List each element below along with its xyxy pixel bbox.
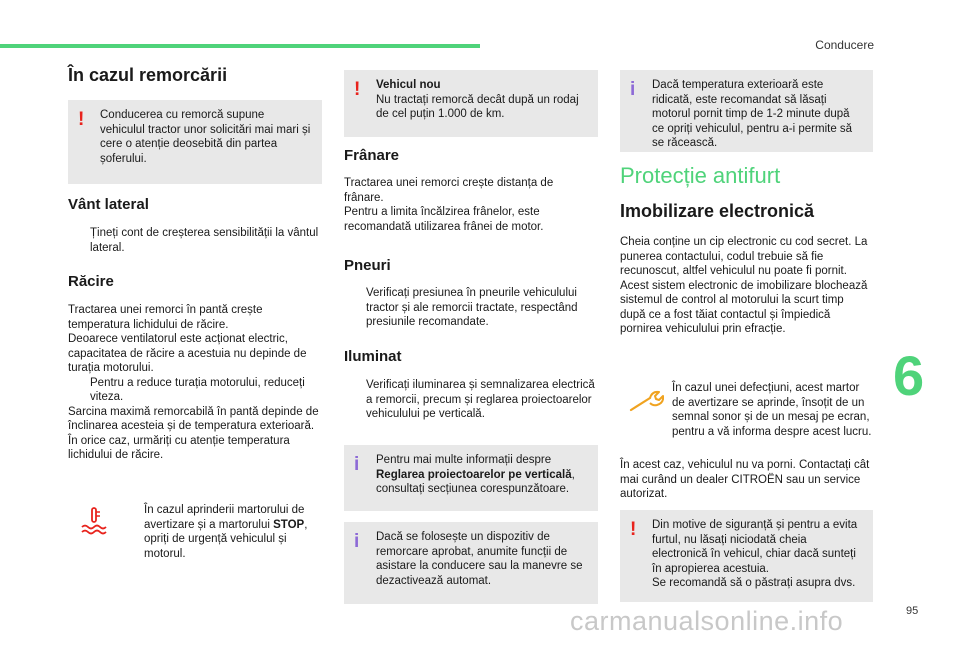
section-label: Conducere — [815, 38, 874, 52]
coolant-temperature-warning-icon — [78, 505, 110, 535]
info-box-towing-device: i Dacă se folosește un dispozitiv de remorcare aprobat, anumite funcții de asistare la conducere sau la manevre se dezactivează automat. — [344, 522, 598, 604]
section-title-antifurt: Protecție antifurt — [620, 163, 781, 188]
watermark: carmanualsonline.info — [570, 606, 844, 636]
heading-iluminat: Iluminat — [344, 348, 402, 365]
immobilizer-text: Cheia conține un cip electronic cu cod secret. La punerea contactului, codul trebuie să fie recunoscut, altfel vehiculul nu poate fi pornit. Acest sistem electronic de imobilizare blochează sistemul de control al motorului la scurt timp după ce a fost tăiat contactul și împiedică pornirea vehiculului prin efracție. — [620, 236, 868, 335]
franare-text: Tractarea unei remorci crește distanța de frânare. Pentru a limita încălzirea frânelor, este recomandată utilizarea frânei de motor. — [344, 177, 554, 233]
vant-lateral-text: Țineți cont de creșterea sensibilității la vântul lateral. — [90, 227, 319, 254]
chapter-number: 6 — [893, 344, 925, 407]
wrench-warning-icon — [628, 388, 664, 414]
subsection-title-immobilizer: Imobilizare electronică — [620, 201, 815, 221]
pneuri-text: Verificați presiunea în pneurile vehiculului tractor și ale remorcii tractate, respectând presiunile recomandate. — [366, 287, 578, 328]
heading-pneuri: Pneuri — [344, 257, 391, 274]
malfunction-text: În cazul unei defecțiuni, acest martor de avertizare se aprinde, însoțit de un semnal sonor și de un mesaj pe ecran, pentru a vă informa despre acest lucru. — [672, 382, 872, 438]
info-icon: i — [354, 531, 360, 552]
warning-box-towing — [68, 100, 322, 184]
info-icon: i — [354, 454, 360, 475]
info-icon: i — [630, 79, 636, 100]
header-accent-bar — [0, 44, 480, 48]
warning-box-key: ! Din motive de siguranță și pentru a evita furtul, nu lăsați niciodată cheia electronică în vehicul, chiar dacă sunteți în apropierea acestuia. Se recomandă să o păstrați asupra dvs. — [620, 510, 873, 602]
info-box-temperature: i Dacă temperatura exterioară este ridicată, este recomandat să lăsați motorul pornit timp de 1-2 minute după ce opriți vehiculul, pentru a-i permite să se răcească. — [620, 70, 873, 152]
warning-icon: ! — [630, 519, 637, 540]
iluminat-text: Verificați iluminarea și semnalizarea electrică a remorcii, precum și reglarea proiectoarelor vehiculului pe verticală. — [366, 379, 595, 420]
warning-box-new-vehicle: ! Vehicul nou Nu tractați remorcă decât după un rodaj de cel puțin 1.000 de km. — [344, 70, 598, 137]
page-number: 95 — [906, 605, 919, 617]
dealer-contact-text: În acest caz, vehiculul nu va porni. Contactați cât mai curând un dealer CITROËN sau un service autorizat. — [620, 459, 870, 500]
heading-vant-lateral: Vânt lateral — [68, 196, 149, 213]
racire-text: Tractarea unei remorci în pantă crește temperatura lichidului de răcire. Deoarece ventilatorul este acționat electric, capacitatea de răcire a acestuia nu depinde de turația motorului. Pentru a reduce turația motorului, reduceți viteza. Sarcina maximă remorcabilă în pantă depinde de înclinarea acesteia și de temperatura exterioară. În orice caz, urmăriți cu atenție temperatura lichidului de răcire. — [68, 304, 319, 461]
heading-racire: Răcire — [68, 273, 114, 290]
heading-franare: Frânare — [344, 147, 400, 164]
warning-icon: ! — [78, 109, 85, 130]
warning-icon: ! — [354, 79, 361, 100]
coolant-warning-text: În cazul aprinderii martorului de avertizare și a martorului STOP, opriți de urgență vehiculul și motorul. — [144, 504, 308, 560]
warning-text: Conducerea cu remorcă supune vehiculul tractor unor solicitări mai mari și cere o atenție deosebită din partea șoferului. — [100, 109, 311, 165]
page-title: În cazul remorcării — [68, 65, 228, 85]
info-box-headlamp: i Pentru mai multe informații despre Reglarea proiectoarelor pe verticală, consultați secțiunea corespunzătoare. — [344, 445, 598, 511]
